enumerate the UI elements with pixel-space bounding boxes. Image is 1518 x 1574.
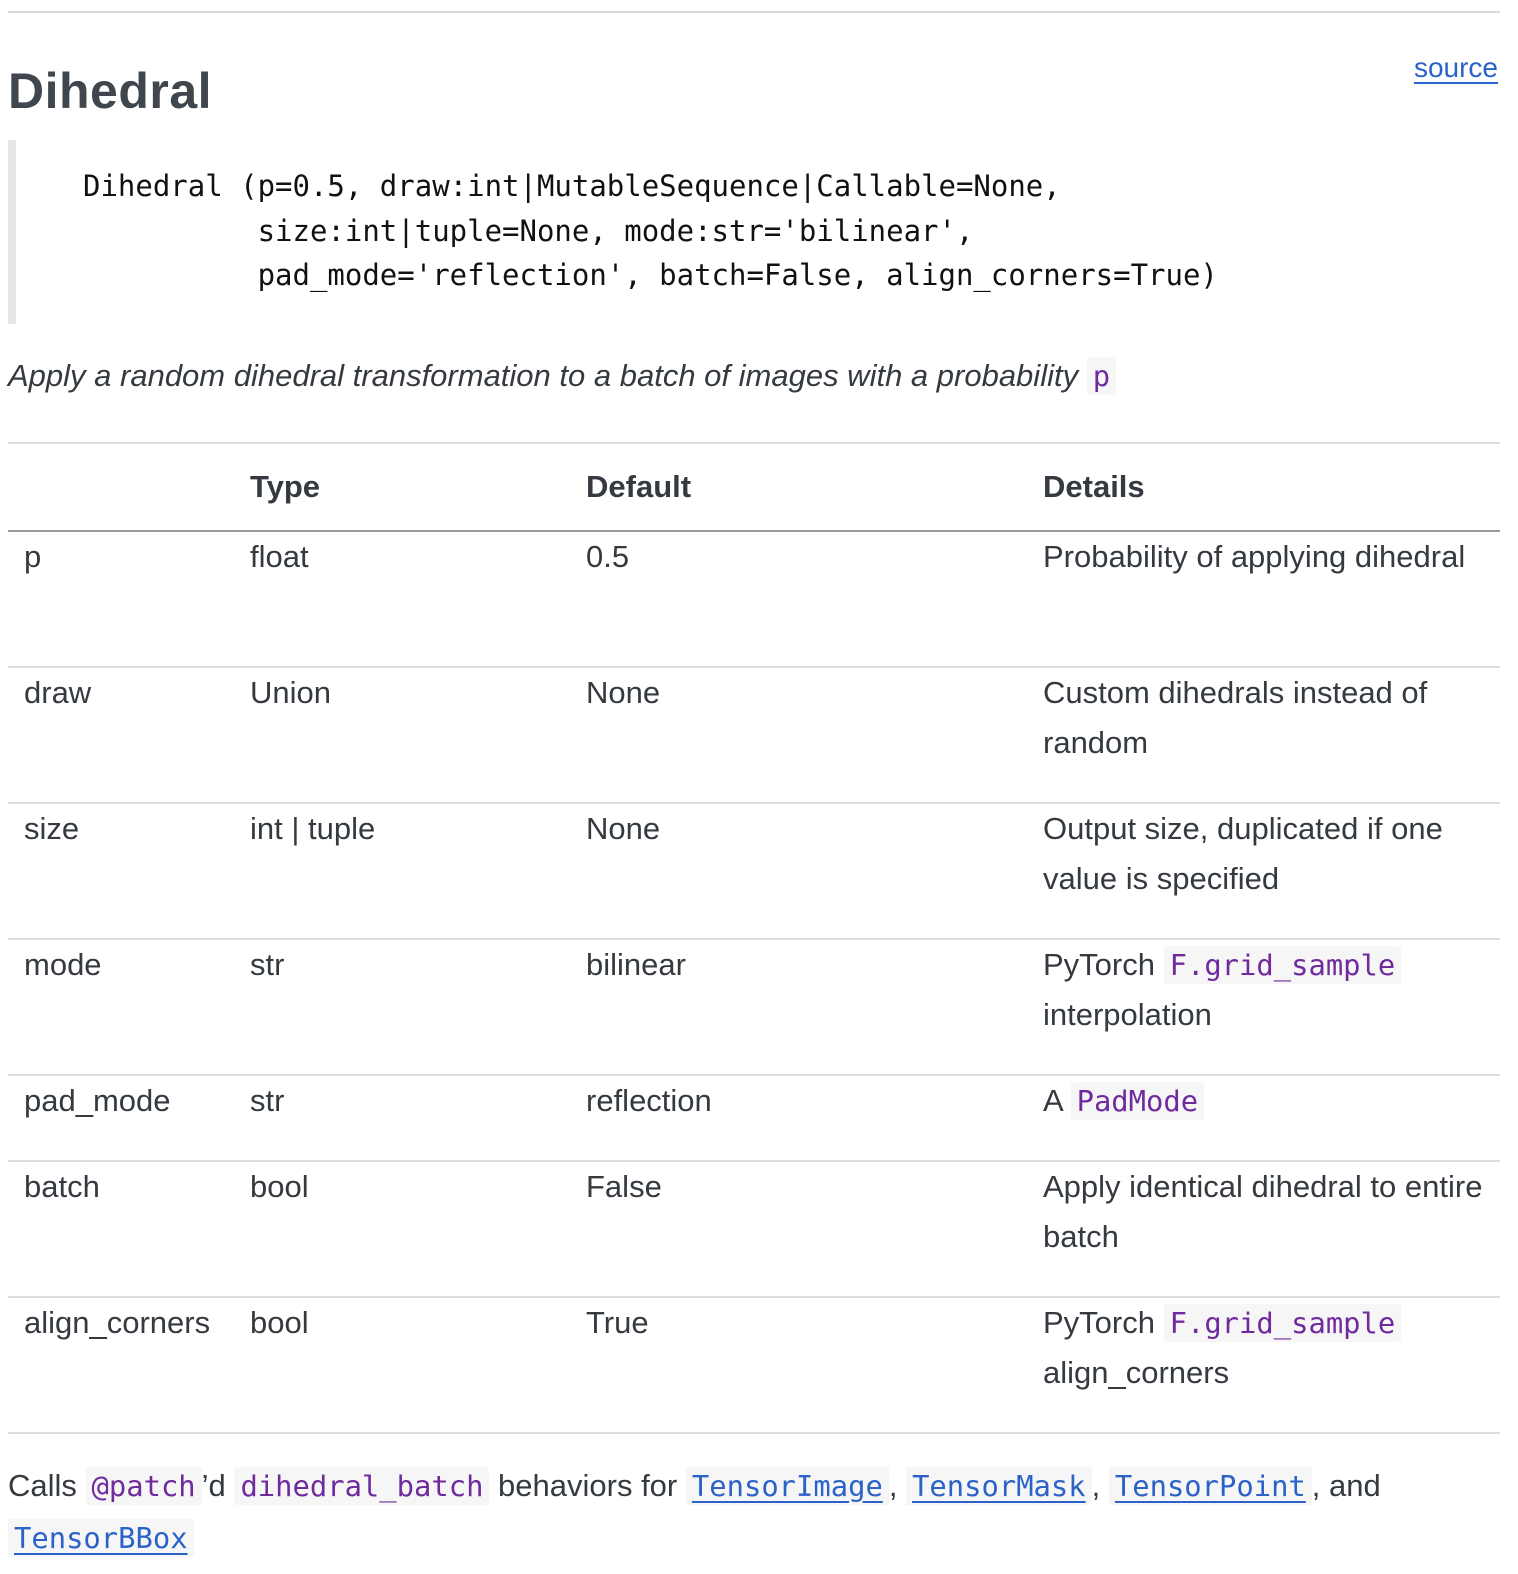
table-row-batch <box>8 1161 1500 1297</box>
param-name: align_corners <box>24 1305 211 1340</box>
param-name: p <box>24 539 42 574</box>
header-details: Details <box>1043 469 1145 504</box>
header-type: Type <box>250 469 321 504</box>
details-prefix: PyTorch <box>1043 947 1155 982</box>
details-code: F.grid_sample <box>1164 946 1402 984</box>
signature-line-1: Dihedral (p=0.5, draw:int|MutableSequence|Callable=None, <box>83 169 1061 203</box>
param-type: bool <box>250 1305 309 1340</box>
header-name <box>8 443 250 531</box>
footer-note <box>8 1460 1500 1564</box>
param-details: Output size, duplicated if one value is specified <box>1043 811 1443 896</box>
param-details <box>1043 1297 1500 1433</box>
source-link[interactable]: source <box>1413 52 1498 83</box>
link-tensorpoint-text[interactable]: TensorPoint <box>1109 1467 1312 1505</box>
footer-behaviors: behaviors for <box>498 1468 678 1503</box>
param-type: int | tuple <box>250 811 376 846</box>
description-code-p: p <box>1087 357 1116 395</box>
param-name: draw <box>24 675 92 710</box>
param-type: Union <box>250 675 331 710</box>
table-row-mode <box>8 939 1500 1075</box>
top-divider <box>8 11 1500 13</box>
param-details <box>1043 1075 1500 1161</box>
footer-comma-1: , <box>888 1468 898 1503</box>
link-tensorimage-text[interactable]: TensorImage <box>686 1467 889 1505</box>
table-row-p <box>8 531 1500 667</box>
details-code: PadMode <box>1071 1082 1205 1120</box>
param-type: str <box>250 1083 285 1118</box>
param-name: mode <box>24 947 102 982</box>
footer-and: , and <box>1311 1468 1381 1503</box>
parameters-table <box>8 442 1500 1434</box>
footer-comma-2: , <box>1091 1468 1101 1503</box>
table-row-pad-mode <box>8 1075 1500 1161</box>
link-tensorimage[interactable] <box>686 1468 889 1503</box>
param-name: pad_mode <box>24 1083 171 1118</box>
link-tensormask-text[interactable]: TensorMask <box>906 1467 1092 1505</box>
details-code: F.grid_sample <box>1164 1304 1402 1342</box>
footer-calls: Calls <box>8 1468 77 1503</box>
footer-batch-code: dihedral_batch <box>234 1467 489 1505</box>
signature-line-3: pad_mode='reflection', batch=False, align_corners=True) <box>83 258 1218 292</box>
page-title: Dihedral <box>8 63 213 119</box>
param-details: Probability of applying dihedral <box>1043 539 1466 574</box>
param-default: bilinear <box>586 947 686 982</box>
param-default: None <box>586 811 661 846</box>
details-suffix: interpolation <box>1043 997 1212 1032</box>
param-default: False <box>586 1169 662 1204</box>
description-text: Apply a random dihedral transformation to a batch of images with a probability <box>8 358 1079 393</box>
link-tensorpoint[interactable] <box>1109 1468 1312 1503</box>
param-default: True <box>586 1305 649 1340</box>
details-suffix: align_corners <box>1043 1355 1230 1390</box>
param-default: 0.5 <box>586 539 630 574</box>
param-details <box>1043 939 1500 1075</box>
signature-block <box>8 140 1500 324</box>
table-row-draw <box>8 667 1500 803</box>
footer-d: ’d <box>201 1468 226 1503</box>
signature-code <box>83 164 1218 298</box>
details-prefix: PyTorch <box>1043 1305 1155 1340</box>
param-default: None <box>586 675 661 710</box>
param-type: bool <box>250 1169 309 1204</box>
param-name: size <box>24 811 80 846</box>
table-header-row <box>8 443 1500 531</box>
details-prefix: A <box>1043 1083 1062 1118</box>
param-type: float <box>250 539 309 574</box>
link-tensorbbox-text[interactable]: TensorBBox <box>8 1519 194 1557</box>
param-type: str <box>250 947 285 982</box>
param-name: batch <box>24 1169 100 1204</box>
link-tensorbbox[interactable] <box>8 1520 194 1555</box>
param-default: reflection <box>586 1083 712 1118</box>
table-row-size <box>8 803 1500 939</box>
description <box>8 358 1116 394</box>
param-details: Custom dihedrals instead of random <box>1043 675 1428 760</box>
table-row-align-corners <box>8 1297 1500 1433</box>
link-tensormask[interactable] <box>906 1468 1092 1503</box>
footer-patch-code: @patch <box>86 1467 202 1505</box>
signature-line-2: size:int|tuple=None, mode:str='bilinear', <box>83 213 974 248</box>
header-default: Default <box>586 469 692 504</box>
param-details: Apply identical dihedral to entire batch <box>1043 1169 1483 1254</box>
